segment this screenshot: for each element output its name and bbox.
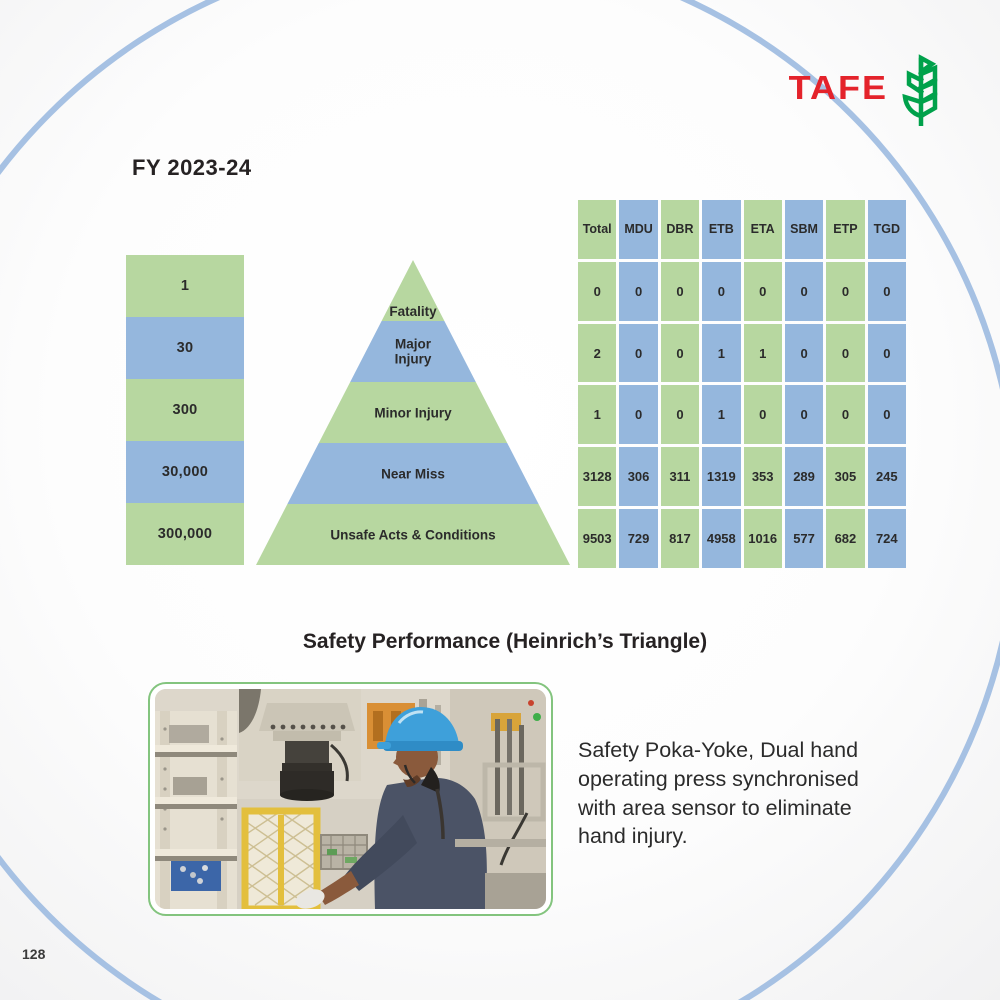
table-cell: 306 — [619, 447, 657, 506]
factory-photo-frame — [148, 682, 553, 916]
table-cell: 0 — [661, 324, 699, 383]
triangle-label-4: Near Miss — [381, 466, 445, 482]
page-number: 128 — [22, 946, 46, 962]
table-cell: 2 — [578, 324, 616, 383]
table-cell: 0 — [868, 262, 906, 321]
table-cell: 0 — [619, 385, 657, 444]
fiscal-year-label: FY 2023-24 — [132, 155, 252, 180]
table-cell: 289 — [785, 447, 823, 506]
table-cell: 311 — [661, 447, 699, 506]
table-header-sbm: SBM — [785, 200, 823, 259]
triangle-label-3: Minor Injury — [374, 405, 452, 421]
ratio-bar-3: 300 — [126, 379, 244, 441]
triangle-label-1: Fatality — [389, 304, 437, 319]
ratio-bar-2: 30 — [126, 317, 244, 379]
table-cell: 245 — [868, 447, 906, 506]
ratio-bars — [126, 255, 244, 565]
table-cell: 0 — [826, 262, 864, 321]
table-cell: 0 — [619, 262, 657, 321]
table-cell: 3128 — [578, 447, 616, 506]
photo-caption: Safety Poka-Yoke, Dual hand operating press synchronised with area sensor to eliminate hand injury. — [578, 738, 859, 849]
factory-worker-photo — [155, 689, 546, 909]
table-cell: 0 — [785, 262, 823, 321]
table-cell: 729 — [619, 509, 657, 568]
table-cell: 1016 — [744, 509, 782, 568]
table-header-dbr: DBR — [661, 200, 699, 259]
tafe-logo — [789, 50, 940, 126]
ratio-bar-4: 30,000 — [126, 441, 244, 503]
table-header-etb: ETB — [702, 200, 740, 259]
safety-data-table — [578, 200, 906, 568]
table-cell: 0 — [619, 324, 657, 383]
table-cell: 9503 — [578, 509, 616, 568]
table-cell: 353 — [744, 447, 782, 506]
table-cell: 577 — [785, 509, 823, 568]
table-cell: 0 — [785, 385, 823, 444]
table-cell: 1319 — [702, 447, 740, 506]
heinrich-triangle — [256, 260, 570, 565]
table-cell: 4958 — [702, 509, 740, 568]
table-cell: 0 — [702, 262, 740, 321]
section-title: Safety Performance (Heinrich’s Triangle) — [302, 630, 708, 653]
table-header-etp: ETP — [826, 200, 864, 259]
table-cell: 0 — [826, 385, 864, 444]
table-cell: 0 — [578, 262, 616, 321]
table-cell: 724 — [868, 509, 906, 568]
tafe-logo-text: TAFE — [788, 68, 888, 107]
table-header-mdu: MDU — [619, 200, 657, 259]
table-cell: 0 — [661, 385, 699, 444]
table-cell: 0 — [785, 324, 823, 383]
ratio-bar-5: 300,000 — [126, 503, 244, 565]
table-header-total: Total — [578, 200, 616, 259]
table-cell: 1 — [578, 385, 616, 444]
wheat-icon — [896, 50, 940, 126]
table-cell: 305 — [826, 447, 864, 506]
table-cell: 0 — [744, 385, 782, 444]
table-header-tgd: TGD — [868, 200, 906, 259]
table-cell: 817 — [661, 509, 699, 568]
table-cell: 0 — [744, 262, 782, 321]
table-cell: 0 — [826, 324, 864, 383]
table-cell: 1 — [702, 385, 740, 444]
table-cell: 1 — [744, 324, 782, 383]
triangle-label-5: Unsafe Acts & Conditions — [330, 527, 496, 543]
table-header-eta: ETA — [744, 200, 782, 259]
table-cell: 1 — [702, 324, 740, 383]
triangle-label-2: Major Injury — [394, 336, 432, 367]
table-cell: 0 — [868, 385, 906, 444]
table-cell: 682 — [826, 509, 864, 568]
ratio-bar-1: 1 — [126, 255, 244, 317]
table-cell: 0 — [868, 324, 906, 383]
table-cell: 0 — [661, 262, 699, 321]
